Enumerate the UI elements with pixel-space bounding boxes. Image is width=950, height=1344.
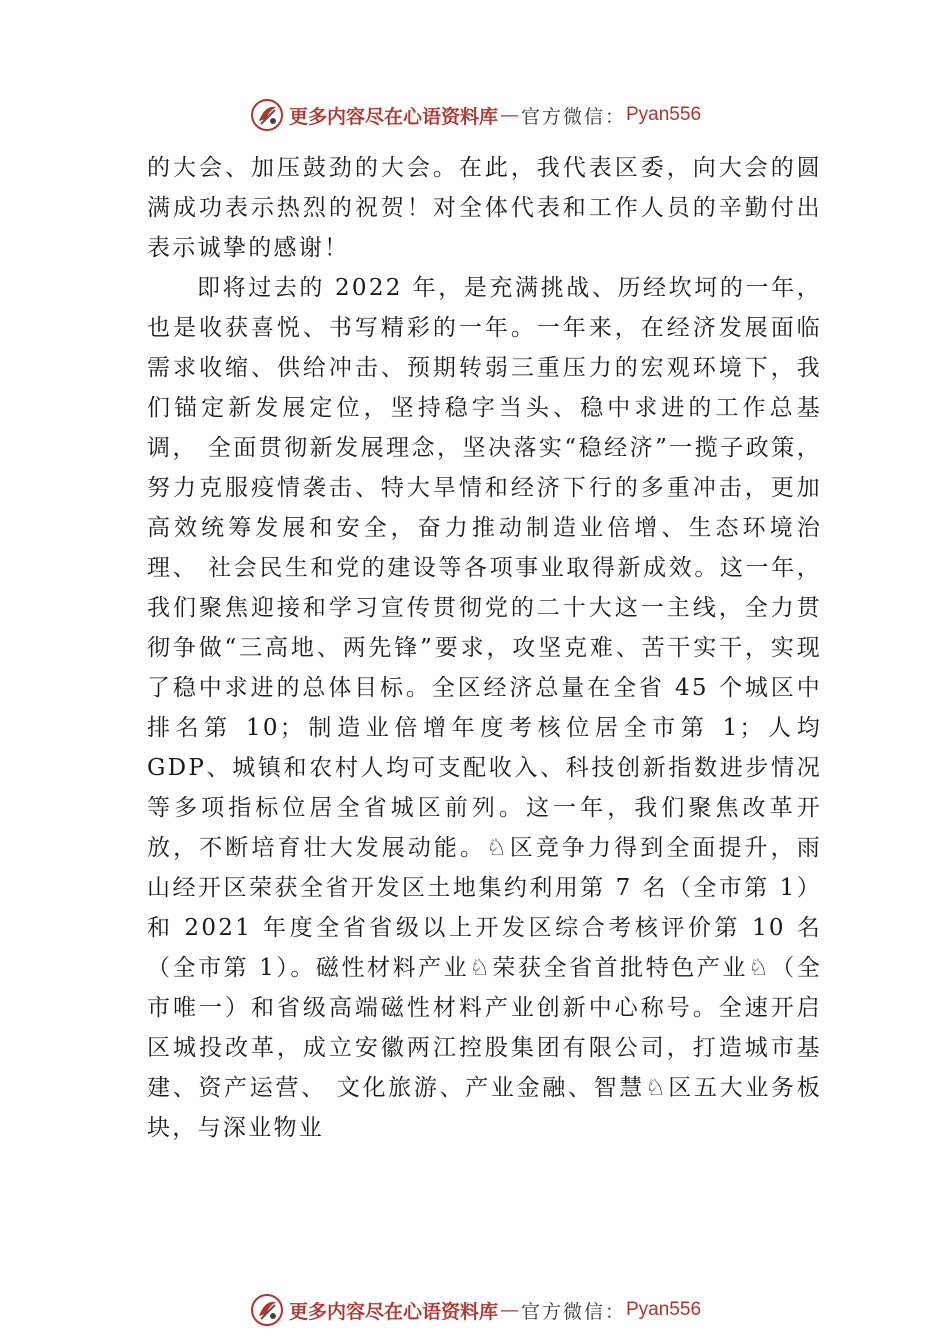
footer-dash: — xyxy=(499,1299,519,1321)
header-wechat-id: Pyan556 xyxy=(626,104,702,125)
header-watermark xyxy=(0,95,950,135)
header-brand-text: 更多内容尽在心语资料库 xyxy=(288,105,498,128)
header-dash: — xyxy=(499,104,519,126)
header-wechat-label: 官方微信： xyxy=(520,105,626,128)
footer-wechat-id: Pyan556 xyxy=(626,1299,702,1320)
footer-watermark xyxy=(0,1290,950,1330)
brand-logo-icon xyxy=(249,1292,285,1328)
paragraph-1: 的大会、加压鼓劲的大会。在此，我代表区委，向大会的圆满成功表示热烈的祝贺！对全体代表和工作人员的辛勤付出表示诚挚的感谢！ xyxy=(147,155,822,261)
document-body xyxy=(147,148,822,1148)
paragraph-2: 即将过去的 2022 年，是充满挑战、历经坎坷的一年，也是收获喜悦、书写精彩的一年。一年来，在经济发展面临需求收缩、供给冲击、预期转弱三重压力的宏观环境下，我们锚定新发展定位，坚持稳字当头、稳中求进的工作总基调， 全面贯彻新发展理念，坚决落实“稳经济”一揽子政策，努力克服疫情袭击、特大旱情和经济下行的多重冲击，更加高效统筹发展和安全，奋力推动制造业倍增、生态环境治理、 社会民生和党的建设等各项事业取得新成效。这一年，我们聚焦迎接和学习宣传贯彻党的二十大这一主线，全力贯彻争做“三高地、两先锋”要求，攻坚克难、苦干实干，实现了稳中求进的总体目标。全区经济总量在全省 45 个城区中排名第 10；制造业倍增年度考核位居全市第 1；人均 GDP、城镇和农村人均可支配收入、科技创新指数进步情况等多项指标位居全省城区前列。这一年，我们聚焦改革开放，不断培育壮大发展动能。♘区竞争力得到全面提升，雨山经开区荣获全省开发区土地集约利用第 7 名（全市第 1）和 2021 年度全省省级以上开发区综合考核评价第 10 名（全市第 1）。磁性材料产业♘荣获全省首批特色产业♘（全市唯一）和省级高端磁性材料产业创新中心称号。全速开启区城投改革，成立安徽两江控股集团有限公司，打造城市基建、资产运营、 文化旅游、产业金融、智慧♘区五大业务板块，与深业物业 xyxy=(147,275,822,1141)
brand-logo-icon xyxy=(249,97,285,133)
footer-brand-text: 更多内容尽在心语资料库 xyxy=(288,1300,498,1323)
footer-wechat-label: 官方微信： xyxy=(520,1300,626,1323)
